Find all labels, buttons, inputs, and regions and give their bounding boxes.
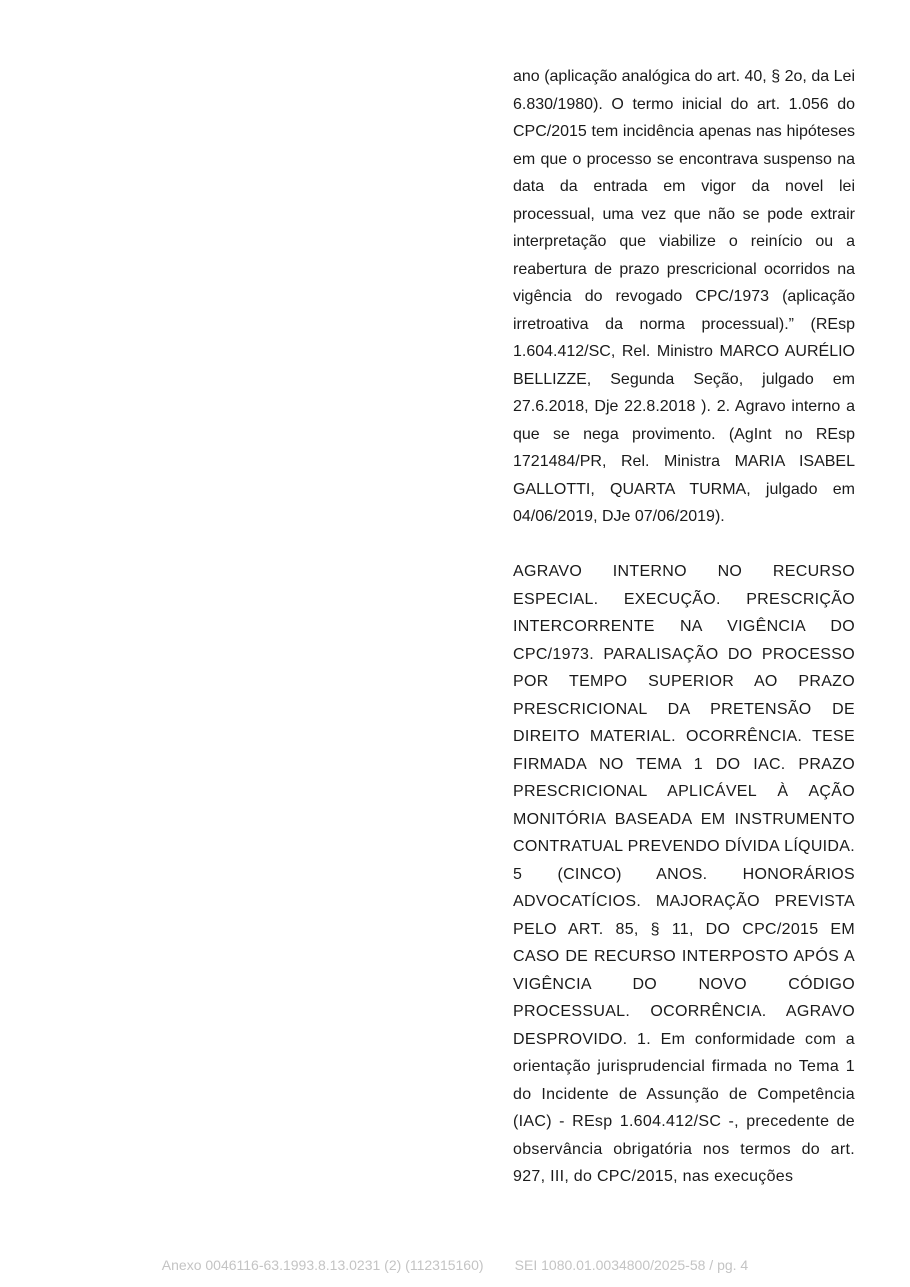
text-column [513, 63, 855, 1191]
citation-paragraph: ano (aplicação analógica do art. 40, § 2o, da Lei 6.830/1980). O termo inicial do art. 1.056 do CPC/2015 tem incidência apenas nas hipóteses em que o processo se encontrava suspenso na data da entrada em vigor da novel lei processual, uma vez que não se pode extrair interpretação que viabilize o reinício ou a reabertura de prazo prescricional ocorridos na vigência do revogado CPC/1973 (aplicação irretroativa da norma processual).” (REsp 1.604.412/SC, Rel. Ministro MARCO AURÉLIO BELLIZZE, Segunda Seção, julgado em 27.6.2018, Dje 22.8.2018 ). 2. Agravo interno a que se nega provimento. (AgInt no REsp 1721484/PR, Rel. Ministra MARIA ISABEL GALLOTTI, QUARTA TURMA, julgado em 04/06/2019, DJe 07/06/2019). [513, 68, 855, 525]
page-footer [0, 1257, 910, 1273]
footer-sei-reference: SEI 1080.01.0034800/2025-58 / pg. 4 [514, 1257, 749, 1273]
footer-annex: Anexo 0046116-63.1993.8.13.0231 (2) (112315160) [161, 1257, 484, 1273]
jurisprudence-paragraph: AGRAVO INTERNO NO RECURSO ESPECIAL. EXECUÇÃO. PRESCRIÇÃO INTERCORRENTE NA VIGÊNCIA DO CPC/1973. PARALISAÇÃO DO PROCESSO POR TEMPO SUPERIOR AO PRAZO PRESCRICIONAL DA PRETENSÃO DE DIREITO MATERIAL. OCORRÊNCIA. TESE FIRMADA NO TEMA 1 DO IAC. PRAZO PRESCRICIONAL APLICÁVEL À AÇÃO MONITÓRIA BASEADA EM INSTRUMENTO CONTRATUAL PREVENDO DÍVIDA LÍQUIDA. 5 (CINCO) ANOS. HONORÁRIOS ADVOCATÍCIOS. MAJORAÇÃO PREVISTA PELO ART. 85, § 11, DO CPC/2015 EM CASO DE RECURSO INTERPOSTO APÓS A VIGÊNCIA DO NOVO CÓDIGO PROCESSUAL. OCORRÊNCIA. AGRAVO DESPROVIDO. 1. Em conformidade com a orientação jurisprudencial firmada no Tema 1 do Incidente de Assunção de Competência (IAC) - REsp 1.604.412/SC -, precedente de observância obrigatória nos termos do art. 927, III, do CPC/2015, nas execuções [513, 563, 855, 1185]
